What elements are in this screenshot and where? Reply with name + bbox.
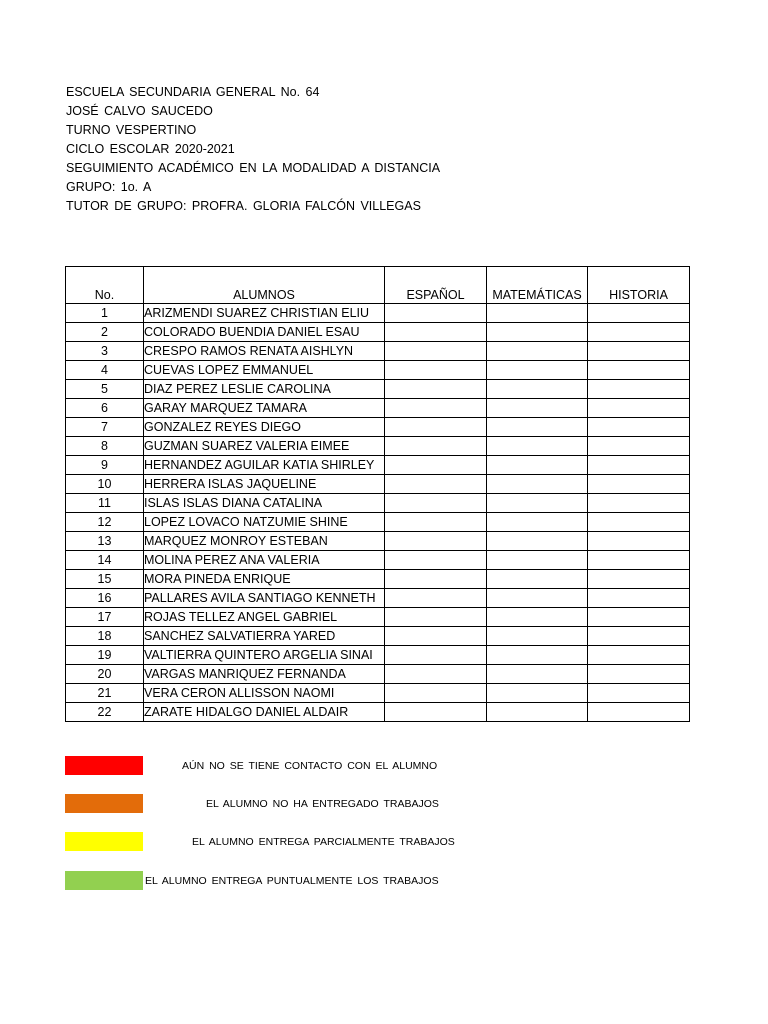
spanish-cell [385, 513, 487, 532]
student-name: COLORADO BUENDIA DANIEL ESAU [144, 323, 385, 342]
math-cell [487, 304, 588, 323]
history-cell [588, 342, 690, 361]
table-row [66, 399, 690, 418]
student-name: DIAZ PEREZ LESLIE CAROLINA [144, 380, 385, 399]
math-cell [487, 570, 588, 589]
table-row [66, 608, 690, 627]
student-tracking-table [65, 266, 690, 722]
student-name: CRESPO RAMOS RENATA AISHLYN [144, 342, 385, 361]
table-row [66, 589, 690, 608]
group-label: GRUPO: 1o. A [66, 180, 152, 194]
student-number: 21 [66, 684, 144, 703]
student-number: 15 [66, 570, 144, 589]
student-name: ZARATE HIDALGO DANIEL ALDAIR [144, 703, 385, 722]
math-cell [487, 513, 588, 532]
column-header-number: No. [66, 267, 144, 304]
table-row [66, 380, 690, 399]
student-number: 7 [66, 418, 144, 437]
math-cell [487, 608, 588, 627]
history-cell [588, 703, 690, 722]
student-number: 18 [66, 627, 144, 646]
spanish-cell [385, 684, 487, 703]
table-header-row [66, 267, 690, 304]
legend-color-swatch [65, 871, 143, 890]
table-row [66, 323, 690, 342]
legend-label: EL ALUMNO ENTREGA PARCIALMENTE TRABAJOS [192, 836, 455, 848]
math-cell [487, 684, 588, 703]
spanish-cell [385, 475, 487, 494]
history-cell [588, 513, 690, 532]
table-row [66, 456, 690, 475]
math-cell [487, 437, 588, 456]
legend-color-swatch [65, 832, 143, 851]
math-cell [487, 399, 588, 418]
spanish-cell [385, 646, 487, 665]
student-number: 11 [66, 494, 144, 513]
column-header-spanish: ESPAÑOL [385, 267, 487, 304]
school-shift: TURNO VESPERTINO [66, 123, 197, 137]
table-row [66, 703, 690, 722]
table-row [66, 475, 690, 494]
math-cell [487, 532, 588, 551]
spanish-cell [385, 703, 487, 722]
column-header-math: MATEMÁTICAS [487, 267, 588, 304]
student-name: HERRERA ISLAS JAQUELINE [144, 475, 385, 494]
student-name: GONZALEZ REYES DIEGO [144, 418, 385, 437]
spanish-cell [385, 551, 487, 570]
table-row [66, 627, 690, 646]
spanish-cell [385, 570, 487, 589]
spanish-cell [385, 494, 487, 513]
spanish-cell [385, 418, 487, 437]
table-row [66, 361, 690, 380]
student-number: 1 [66, 304, 144, 323]
student-number: 10 [66, 475, 144, 494]
table-row [66, 418, 690, 437]
student-name: LOPEZ LOVACO NATZUMIE SHINE [144, 513, 385, 532]
history-cell [588, 570, 690, 589]
legend-color-swatch [65, 756, 143, 775]
table-row [66, 437, 690, 456]
history-cell [588, 494, 690, 513]
student-name: CUEVAS LOPEZ EMMANUEL [144, 361, 385, 380]
history-cell [588, 418, 690, 437]
student-name: VALTIERRA QUINTERO ARGELIA SINAI [144, 646, 385, 665]
spanish-cell [385, 399, 487, 418]
student-number: 6 [66, 399, 144, 418]
student-name: VERA CERON ALLISSON NAOMI [144, 684, 385, 703]
history-cell [588, 380, 690, 399]
table-row [66, 532, 690, 551]
tracking-title: SEGUIMIENTO ACADÉMICO EN LA MODALIDAD A DISTANCIA [66, 161, 441, 175]
spanish-cell [385, 627, 487, 646]
student-name: MARQUEZ MONROY ESTEBAN [144, 532, 385, 551]
spanish-cell [385, 608, 487, 627]
student-name: ISLAS ISLAS DIANA CATALINA [144, 494, 385, 513]
spanish-cell [385, 380, 487, 399]
math-cell [487, 323, 588, 342]
legend-label: AÚN NO SE TIENE CONTACTO CON EL ALUMNO [182, 760, 438, 772]
school-name: ESCUELA SECUNDARIA GENERAL No. 64 [66, 85, 320, 99]
history-cell [588, 684, 690, 703]
student-number: 20 [66, 665, 144, 684]
table-row [66, 304, 690, 323]
legend-no-contact [65, 756, 705, 776]
math-cell [487, 342, 588, 361]
history-cell [588, 551, 690, 570]
column-header-history: HISTORIA [588, 267, 690, 304]
student-name: GUZMAN SUAREZ VALERIA EIMEE [144, 437, 385, 456]
math-cell [487, 703, 588, 722]
student-number: 19 [66, 646, 144, 665]
student-number: 3 [66, 342, 144, 361]
math-cell [487, 380, 588, 399]
table-row [66, 684, 690, 703]
spanish-cell [385, 437, 487, 456]
table-row [66, 494, 690, 513]
student-number: 13 [66, 532, 144, 551]
student-number: 8 [66, 437, 144, 456]
math-cell [487, 494, 588, 513]
math-cell [487, 589, 588, 608]
table-row [66, 551, 690, 570]
student-name: VARGAS MANRIQUEZ FERNANDA [144, 665, 385, 684]
legend-on-time-work [65, 871, 705, 891]
math-cell [487, 627, 588, 646]
tutor-label: TUTOR DE GRUPO: PROFRA. GLORIA FALCÓN VILLEGAS [66, 199, 421, 213]
legend-partial-work [65, 832, 705, 852]
table-body [66, 304, 690, 722]
math-cell [487, 361, 588, 380]
history-cell [588, 665, 690, 684]
student-number: 12 [66, 513, 144, 532]
student-name: PALLARES AVILA SANTIAGO KENNETH [144, 589, 385, 608]
student-name: MOLINA PEREZ ANA VALERIA [144, 551, 385, 570]
table-row [66, 665, 690, 684]
student-name: HERNANDEZ AGUILAR KATIA SHIRLEY [144, 456, 385, 475]
spanish-cell [385, 589, 487, 608]
student-number: 5 [66, 380, 144, 399]
table-row [66, 646, 690, 665]
legend-color-swatch [65, 794, 143, 813]
student-number: 9 [66, 456, 144, 475]
table-row [66, 342, 690, 361]
student-number: 4 [66, 361, 144, 380]
table-row [66, 570, 690, 589]
student-name: MORA PINEDA ENRIQUE [144, 570, 385, 589]
legend-label: EL ALUMNO ENTREGA PUNTUALMENTE LOS TRABAJOS [145, 875, 439, 887]
school-namesake: JOSÉ CALVO SAUCEDO [66, 104, 213, 118]
history-cell [588, 437, 690, 456]
math-cell [487, 646, 588, 665]
spanish-cell [385, 361, 487, 380]
school-cycle: CICLO ESCOLAR 2020-2021 [66, 142, 235, 156]
math-cell [487, 456, 588, 475]
student-number: 14 [66, 551, 144, 570]
history-cell [588, 532, 690, 551]
math-cell [487, 665, 588, 684]
history-cell [588, 456, 690, 475]
spanish-cell [385, 456, 487, 475]
history-cell [588, 627, 690, 646]
history-cell [588, 323, 690, 342]
history-cell [588, 646, 690, 665]
student-name: ROJAS TELLEZ ANGEL GABRIEL [144, 608, 385, 627]
student-name: ARIZMENDI SUAREZ CHRISTIAN ELIU [144, 304, 385, 323]
student-number: 16 [66, 589, 144, 608]
history-cell [588, 304, 690, 323]
column-header-students: ALUMNOS [144, 267, 385, 304]
spanish-cell [385, 342, 487, 361]
history-cell [588, 475, 690, 494]
history-cell [588, 608, 690, 627]
student-name: GARAY MARQUEZ TAMARA [144, 399, 385, 418]
spanish-cell [385, 304, 487, 323]
student-name: SANCHEZ SALVATIERRA YARED [144, 627, 385, 646]
student-number: 22 [66, 703, 144, 722]
student-number: 17 [66, 608, 144, 627]
math-cell [487, 475, 588, 494]
spanish-cell [385, 665, 487, 684]
math-cell [487, 418, 588, 437]
spanish-cell [385, 323, 487, 342]
history-cell [588, 399, 690, 418]
spanish-cell [385, 532, 487, 551]
student-number: 2 [66, 323, 144, 342]
legend-no-work [65, 794, 705, 814]
document-header [66, 83, 440, 216]
history-cell [588, 589, 690, 608]
math-cell [487, 551, 588, 570]
table-row [66, 513, 690, 532]
legend-label: EL ALUMNO NO HA ENTREGADO TRABAJOS [206, 798, 439, 810]
history-cell [588, 361, 690, 380]
